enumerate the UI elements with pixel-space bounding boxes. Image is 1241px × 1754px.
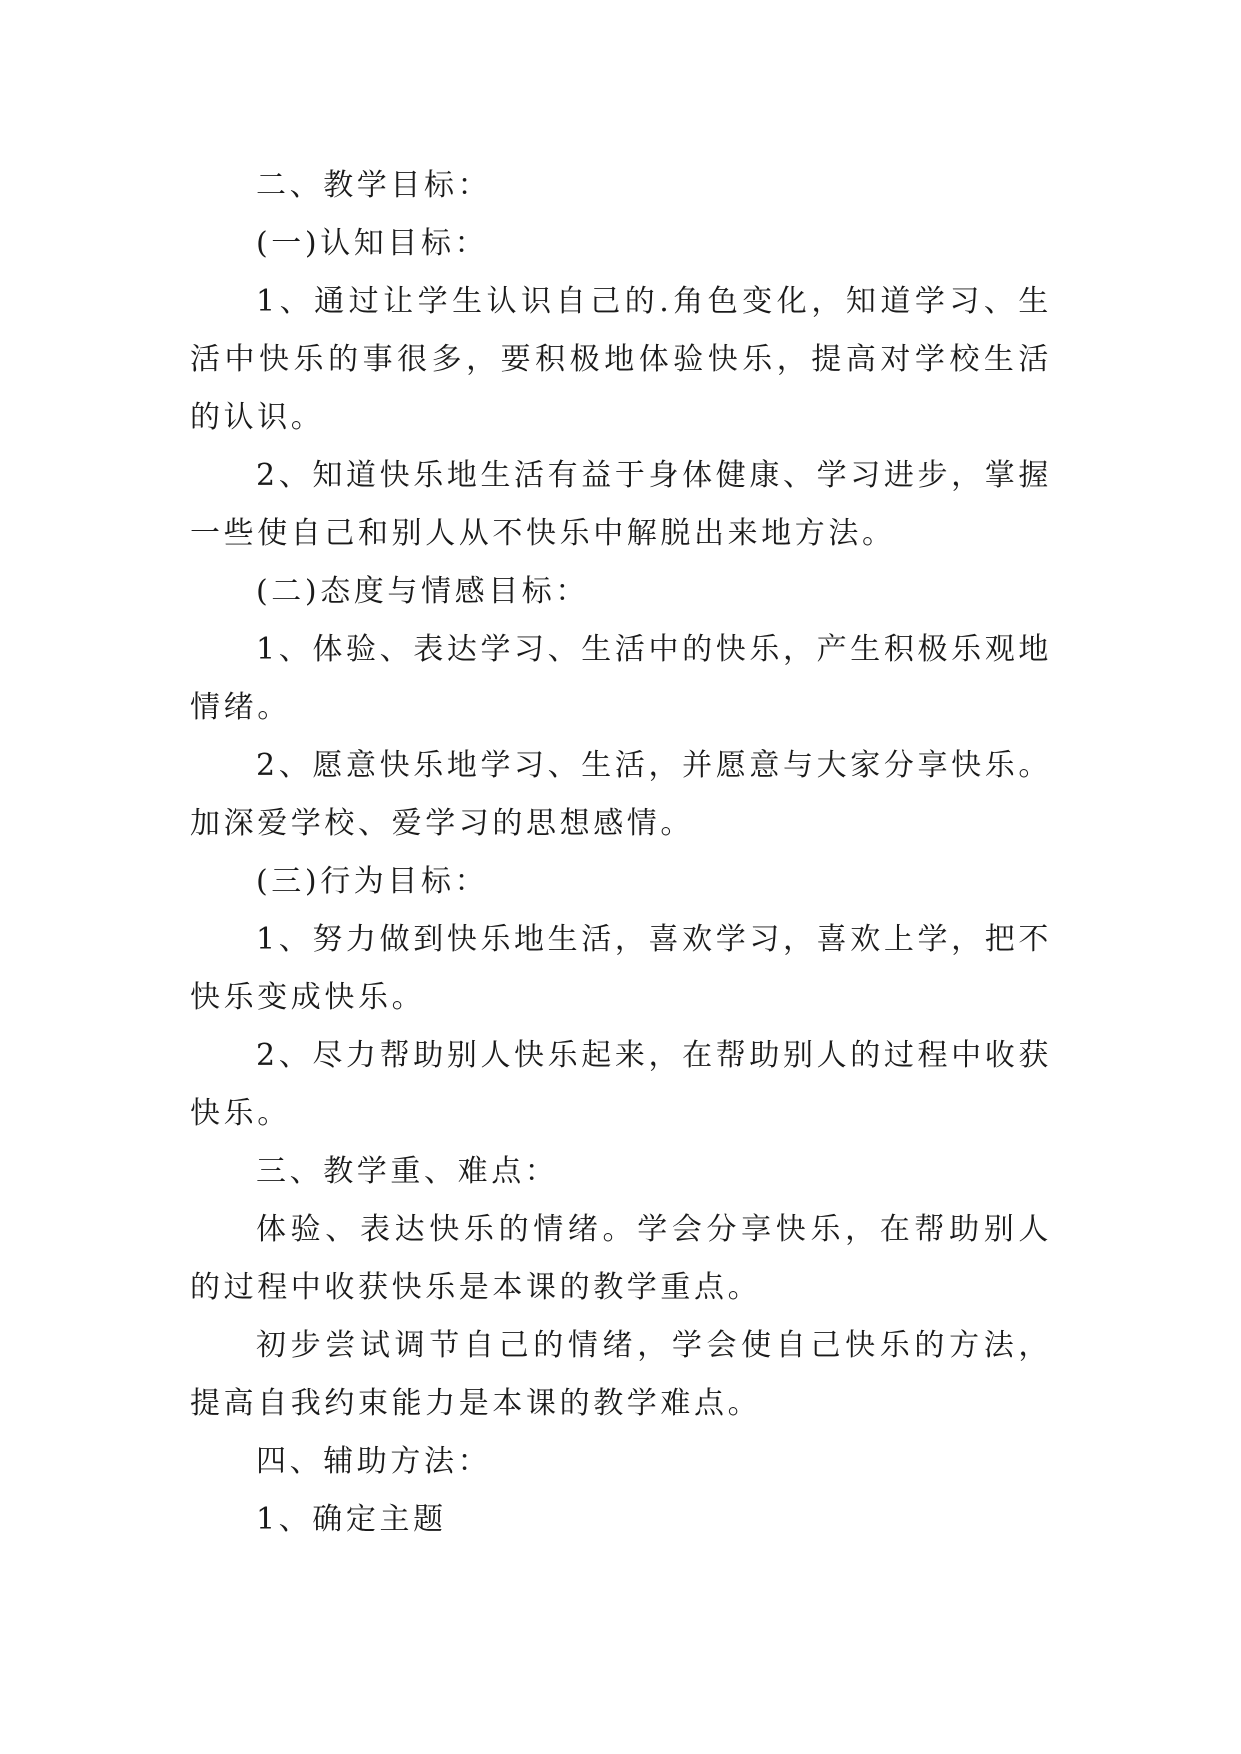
section-heading-methods: 四、辅助方法： — [256, 1444, 492, 1479]
paragraph-behavior-2: 2、尽力帮助别人快乐起来，在帮助别人的过程中收获快乐。 — [190, 1038, 1052, 1131]
subheading-attitude-goals: (二)态度与情感目标： — [256, 574, 590, 609]
paragraph-cognitive-1: 1、通过让学生认识自己的.角色变化，知道学习、生活中快乐的事很多，要积极地体验快乐，提高对学校生活的认识。 — [190, 284, 1052, 435]
paragraph-difficult-point: 初步尝试调节自己的情绪，学会使自己快乐的方法，提高自我约束能力是本课的教学难点。 — [190, 1328, 1052, 1421]
section-heading-objectives: 二、教学目标： — [256, 168, 492, 203]
subheading-cognitive-goals: (一)认知目标： — [256, 226, 489, 261]
paragraph-attitude-1: 1、体验、表达学习、生活中的快乐，产生积极乐观地情绪。 — [190, 632, 1052, 725]
paragraph-method-1: 1、确定主题 — [256, 1502, 447, 1537]
paragraph-key-point: 体验、表达快乐的情绪。学会分享快乐，在帮助别人的过程中收获快乐是本课的教学重点。 — [190, 1212, 1052, 1305]
paragraph-attitude-2: 2、愿意快乐地学习、生活，并愿意与大家分享快乐。加深爱学校、爱学习的思想感情。 — [190, 748, 1052, 841]
document-body — [190, 157, 1052, 1549]
section-heading-key-points: 三、教学重、难点： — [256, 1154, 559, 1189]
subheading-behavior-goals: (三)行为目标： — [256, 864, 489, 899]
paragraph-behavior-1: 1、努力做到快乐地生活，喜欢学习，喜欢上学，把不快乐变成快乐。 — [190, 922, 1052, 1015]
paragraph-cognitive-2: 2、知道快乐地生活有益于身体健康、学习进步，掌握一些使自己和别人从不快乐中解脱出来地方法。 — [190, 458, 1052, 551]
